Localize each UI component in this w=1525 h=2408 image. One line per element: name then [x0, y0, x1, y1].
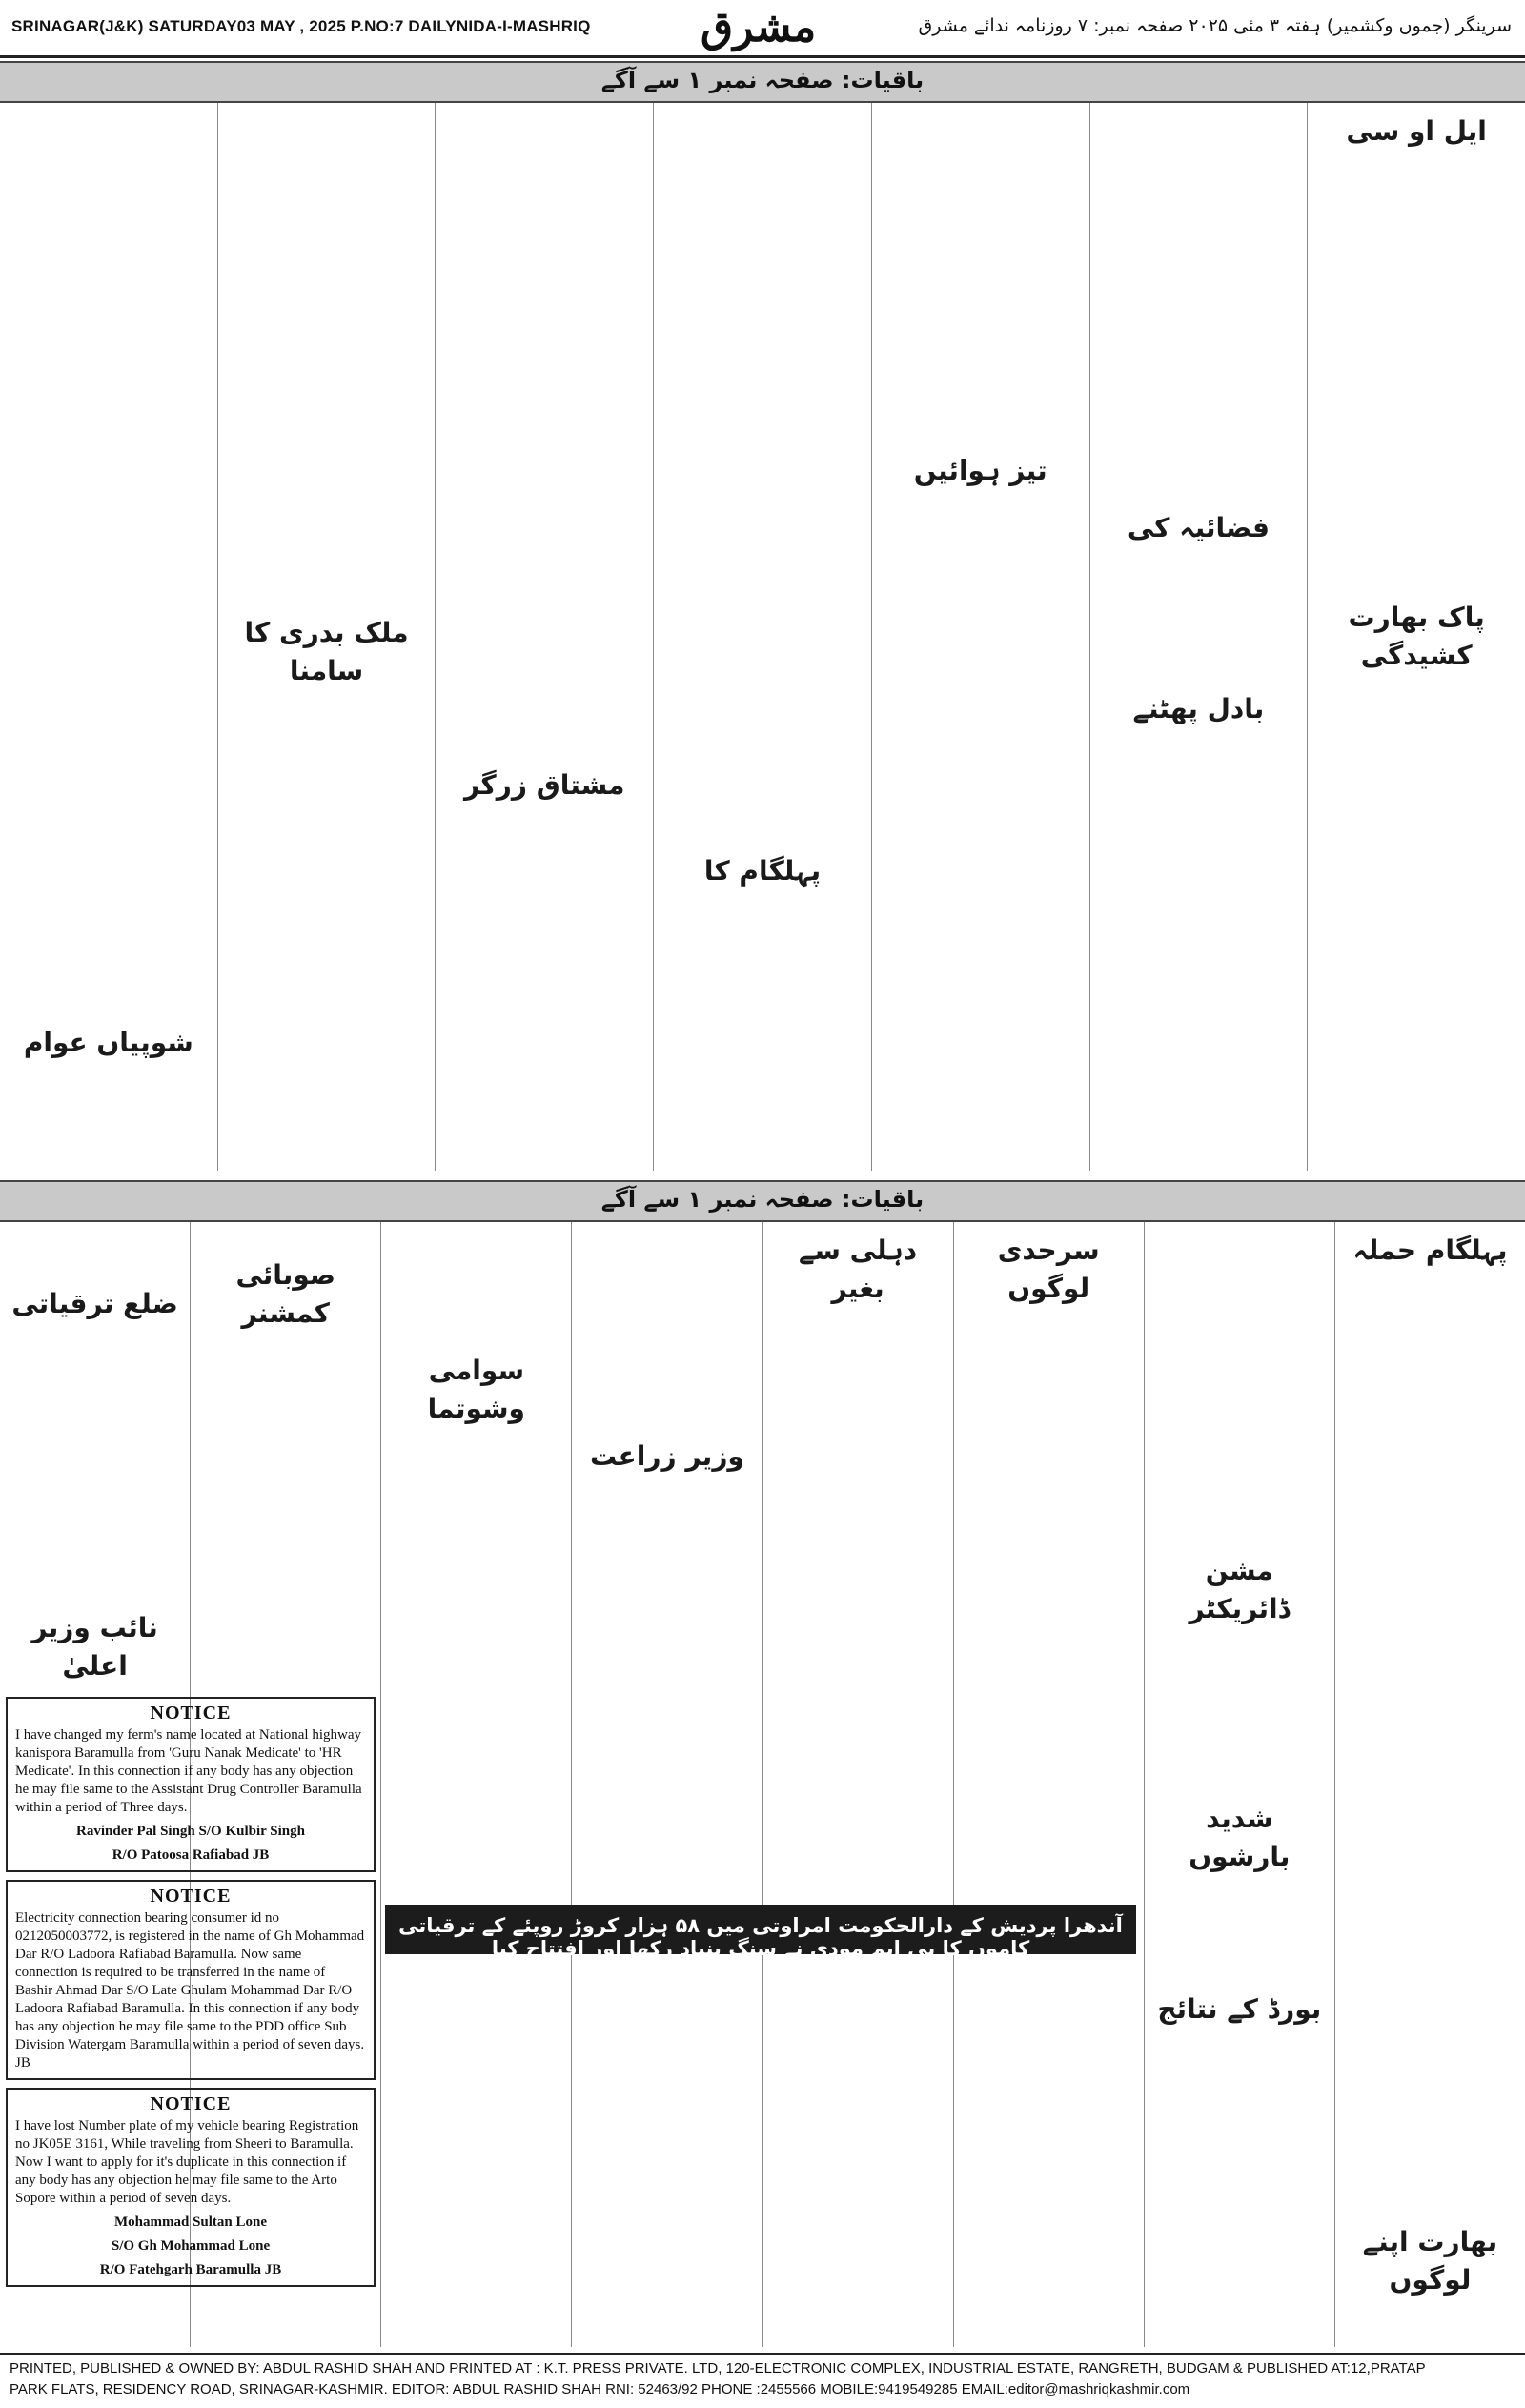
article-heading: سرحدی لوگوں — [997, 1235, 1100, 1304]
article-heading: بھارت اپنے لوگوں — [1362, 2226, 1498, 2296]
banner-title: باقیات: صفحہ نمبر ۱ سے آگے — [600, 67, 925, 93]
headline-box — [385, 1905, 1136, 1960]
notice-address: R/O Patoosa Rafiabad JB — [112, 1847, 270, 1863]
notice-box — [6, 2088, 376, 2287]
notice-body: Electricity connection bearing consumer id no 0212050003772, is registered in the name of Gh Mohammad Dar R/O Ladoora Rafiabad Baramulla. Now same connection is required to be transferred in the name of Bashir Ahmad Dar S/O Late Ghulam Mohammad Dar R/O Ladoora Rafiabad Baramulla. In this connection if any body has any objection he may file same to the PDD office Sub Division Watergam Baramulla within a period of seven days. JB — [15, 1910, 365, 2071]
print-line-footer — [0, 2353, 1525, 2408]
column — [435, 103, 653, 1171]
article-heading: پہلگام کا — [703, 855, 822, 887]
column — [0, 103, 217, 1171]
article-heading: ملک بدری کا سامنا — [244, 617, 409, 686]
article-heading: ایل او سی — [1346, 115, 1487, 147]
article-heading: صوبائی کمشنر — [235, 1259, 336, 1329]
article-heading: شدید بارشوں — [1189, 1803, 1291, 1872]
article-heading: فضائیہ کی — [1127, 512, 1270, 543]
notice-heading: NOTICE — [150, 1886, 232, 1907]
column — [762, 1222, 953, 2347]
article-heading: پہلگام حملہ — [1352, 1235, 1508, 1266]
article-heading: پاک بھارت کشیدگی — [1348, 602, 1485, 671]
notice-heading: NOTICE — [150, 2093, 232, 2114]
continuation-banner-middle — [0, 1180, 1525, 1222]
masthead — [0, 0, 1525, 58]
notice-body: I have changed my ferm's name located at National highway kanispora Baramulla from 'Guru Nanak Medicate' to 'HR Medicate'. In this connection if any body has any objection he may file same to the Assistant Drug Controller Baramulla within a period of Three days. — [15, 1727, 362, 1815]
article-heading: ضلع ترقیاتی — [11, 1288, 178, 1319]
article-heading: سوامی وشوتما — [427, 1355, 525, 1424]
column — [1307, 103, 1525, 1171]
headline-text: آندھرا پردیش کے دارالحکومت امراوتی میں ۵۸ ہزار کروڑ روپئے کے ترقیاتی کاموں کا پی ایم مودی نے سنگ بنیاد رکھا اور افتتاح کیا — [398, 1914, 1123, 1960]
article-heading: مشن ڈائریکٹر — [1189, 1555, 1291, 1624]
column — [380, 1222, 571, 2347]
footer-line-1: PRINTED, PUBLISHED & OWNED BY: ABDUL RASHID SHAH AND PRINTED AT : K.T. PRESS PRIVATE. LTD, 120-ELECTRONIC COMPLEX, INDUSTRIAL ESTATE, RANGRETH, BUDGAM & PUBLISHED AT:12,PRATAP — [10, 2360, 1426, 2377]
column — [871, 103, 1089, 1171]
column — [1334, 1222, 1525, 2347]
notices-panel — [6, 1697, 376, 2295]
notice-address: R/O Fatehgarh Baramulla JB — [99, 2262, 282, 2277]
notice-signature: Mohammad Sultan Lone — [113, 2214, 268, 2230]
article-heading: تیز ہوائیں — [913, 455, 1047, 486]
notice-heading: NOTICE — [150, 1703, 232, 1724]
column — [571, 1222, 762, 2347]
notice-signature-parent: S/O Gh Mohammad Lone — [111, 2238, 271, 2254]
notice-signature: Ravinder Pal Singh S/O Kulbir Singh — [76, 1824, 305, 1839]
article-heading: مشتاق زرگر — [464, 769, 625, 801]
article-heading: بورڈ کے نتائج — [1157, 1993, 1322, 2025]
article-heading: وزیر زراعت — [590, 1440, 744, 1472]
banner-title: باقیات: صفحہ نمبر ۱ سے آگے — [600, 1186, 925, 1213]
newspaper-logo: مشرق — [701, 3, 817, 51]
notice-box — [6, 1880, 376, 2080]
article-heading: نائب وزیر اعلیٰ — [31, 1612, 158, 1682]
footer-line-2: PARK FLATS, RESIDENCY ROAD, SRINAGAR-KASHMIR. EDITOR: ABDUL RASHID SHAH RNI: 52463/92 PHONE :2455566 MOBILE:9419549285 EMAIL:editor@mashriqkashmir.com — [10, 2381, 1190, 2398]
column — [217, 103, 436, 1171]
column — [1089, 103, 1308, 1171]
masthead-dateline-english: SRINAGAR(J&K) SATURDAY03 MAY , 2025 P.NO:7 DAILYNIDA-I-MASHRIQ — [11, 17, 591, 35]
notice-box — [6, 1697, 376, 1872]
article-heading: بادل پھٹنے — [1132, 693, 1265, 724]
column — [653, 103, 871, 1171]
masthead-dateline-urdu: سرینگر (جموں وکشمیر) ہفتہ ۳ مئی ۲۰۲۵ صفحہ نمبر: ۷ روزنامہ ندائے مشرق — [918, 15, 1512, 36]
top-columns — [0, 103, 1525, 1171]
article-heading: دہلی سے بغیر — [798, 1235, 918, 1304]
continuation-banner-top — [0, 61, 1525, 103]
column — [953, 1222, 1144, 2347]
article-heading: شوپیاں عوام — [23, 1027, 193, 1058]
column — [1144, 1222, 1334, 2347]
notice-body: I have lost Number plate of my vehicle bearing Registration no JK05E 3161, While traveling from Sheeri to Baramulla. Now I want to apply for it's duplicate in this connection if any body has any objection he may file same to the Arto Sopore within a period of seven days. — [15, 2118, 359, 2206]
